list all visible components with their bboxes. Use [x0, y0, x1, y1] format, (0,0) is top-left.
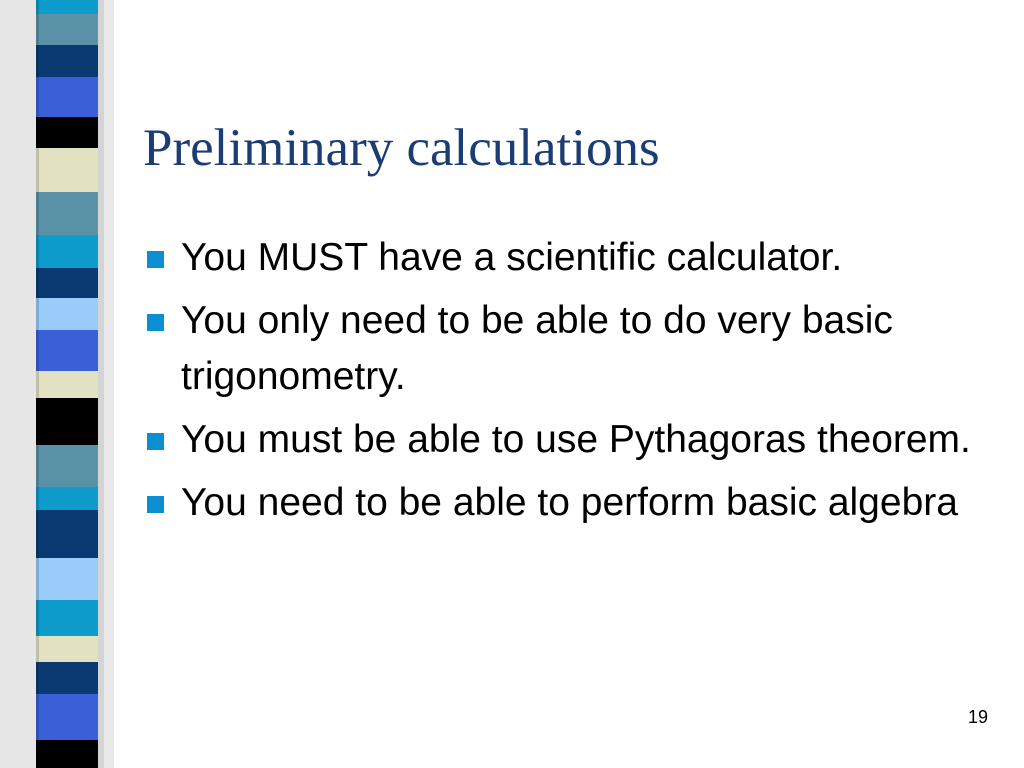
bullet-item	[145, 412, 975, 468]
square-bullet-icon	[147, 251, 164, 268]
square-bullet-icon	[147, 433, 164, 450]
page-number: 19	[967, 707, 988, 727]
square-bullet-icon	[147, 314, 164, 331]
decorative-stripe	[0, 0, 120, 768]
bullet-list	[145, 230, 975, 538]
square-bullet-icon	[147, 496, 164, 513]
bullet-text: You only need to be able to do very basic trigonometry.	[181, 299, 893, 398]
bullet-text: You need to be able to perform basic algebra	[181, 481, 958, 524]
bullet-text: You MUST have a scientific calculator.	[181, 236, 843, 279]
bullet-item	[145, 230, 975, 286]
slide-title: Preliminary calculations	[143, 119, 660, 177]
bullet-text: You must be able to use Pythagoras theorem.	[181, 418, 971, 461]
bullet-item	[145, 293, 975, 405]
bullet-item	[145, 475, 975, 531]
